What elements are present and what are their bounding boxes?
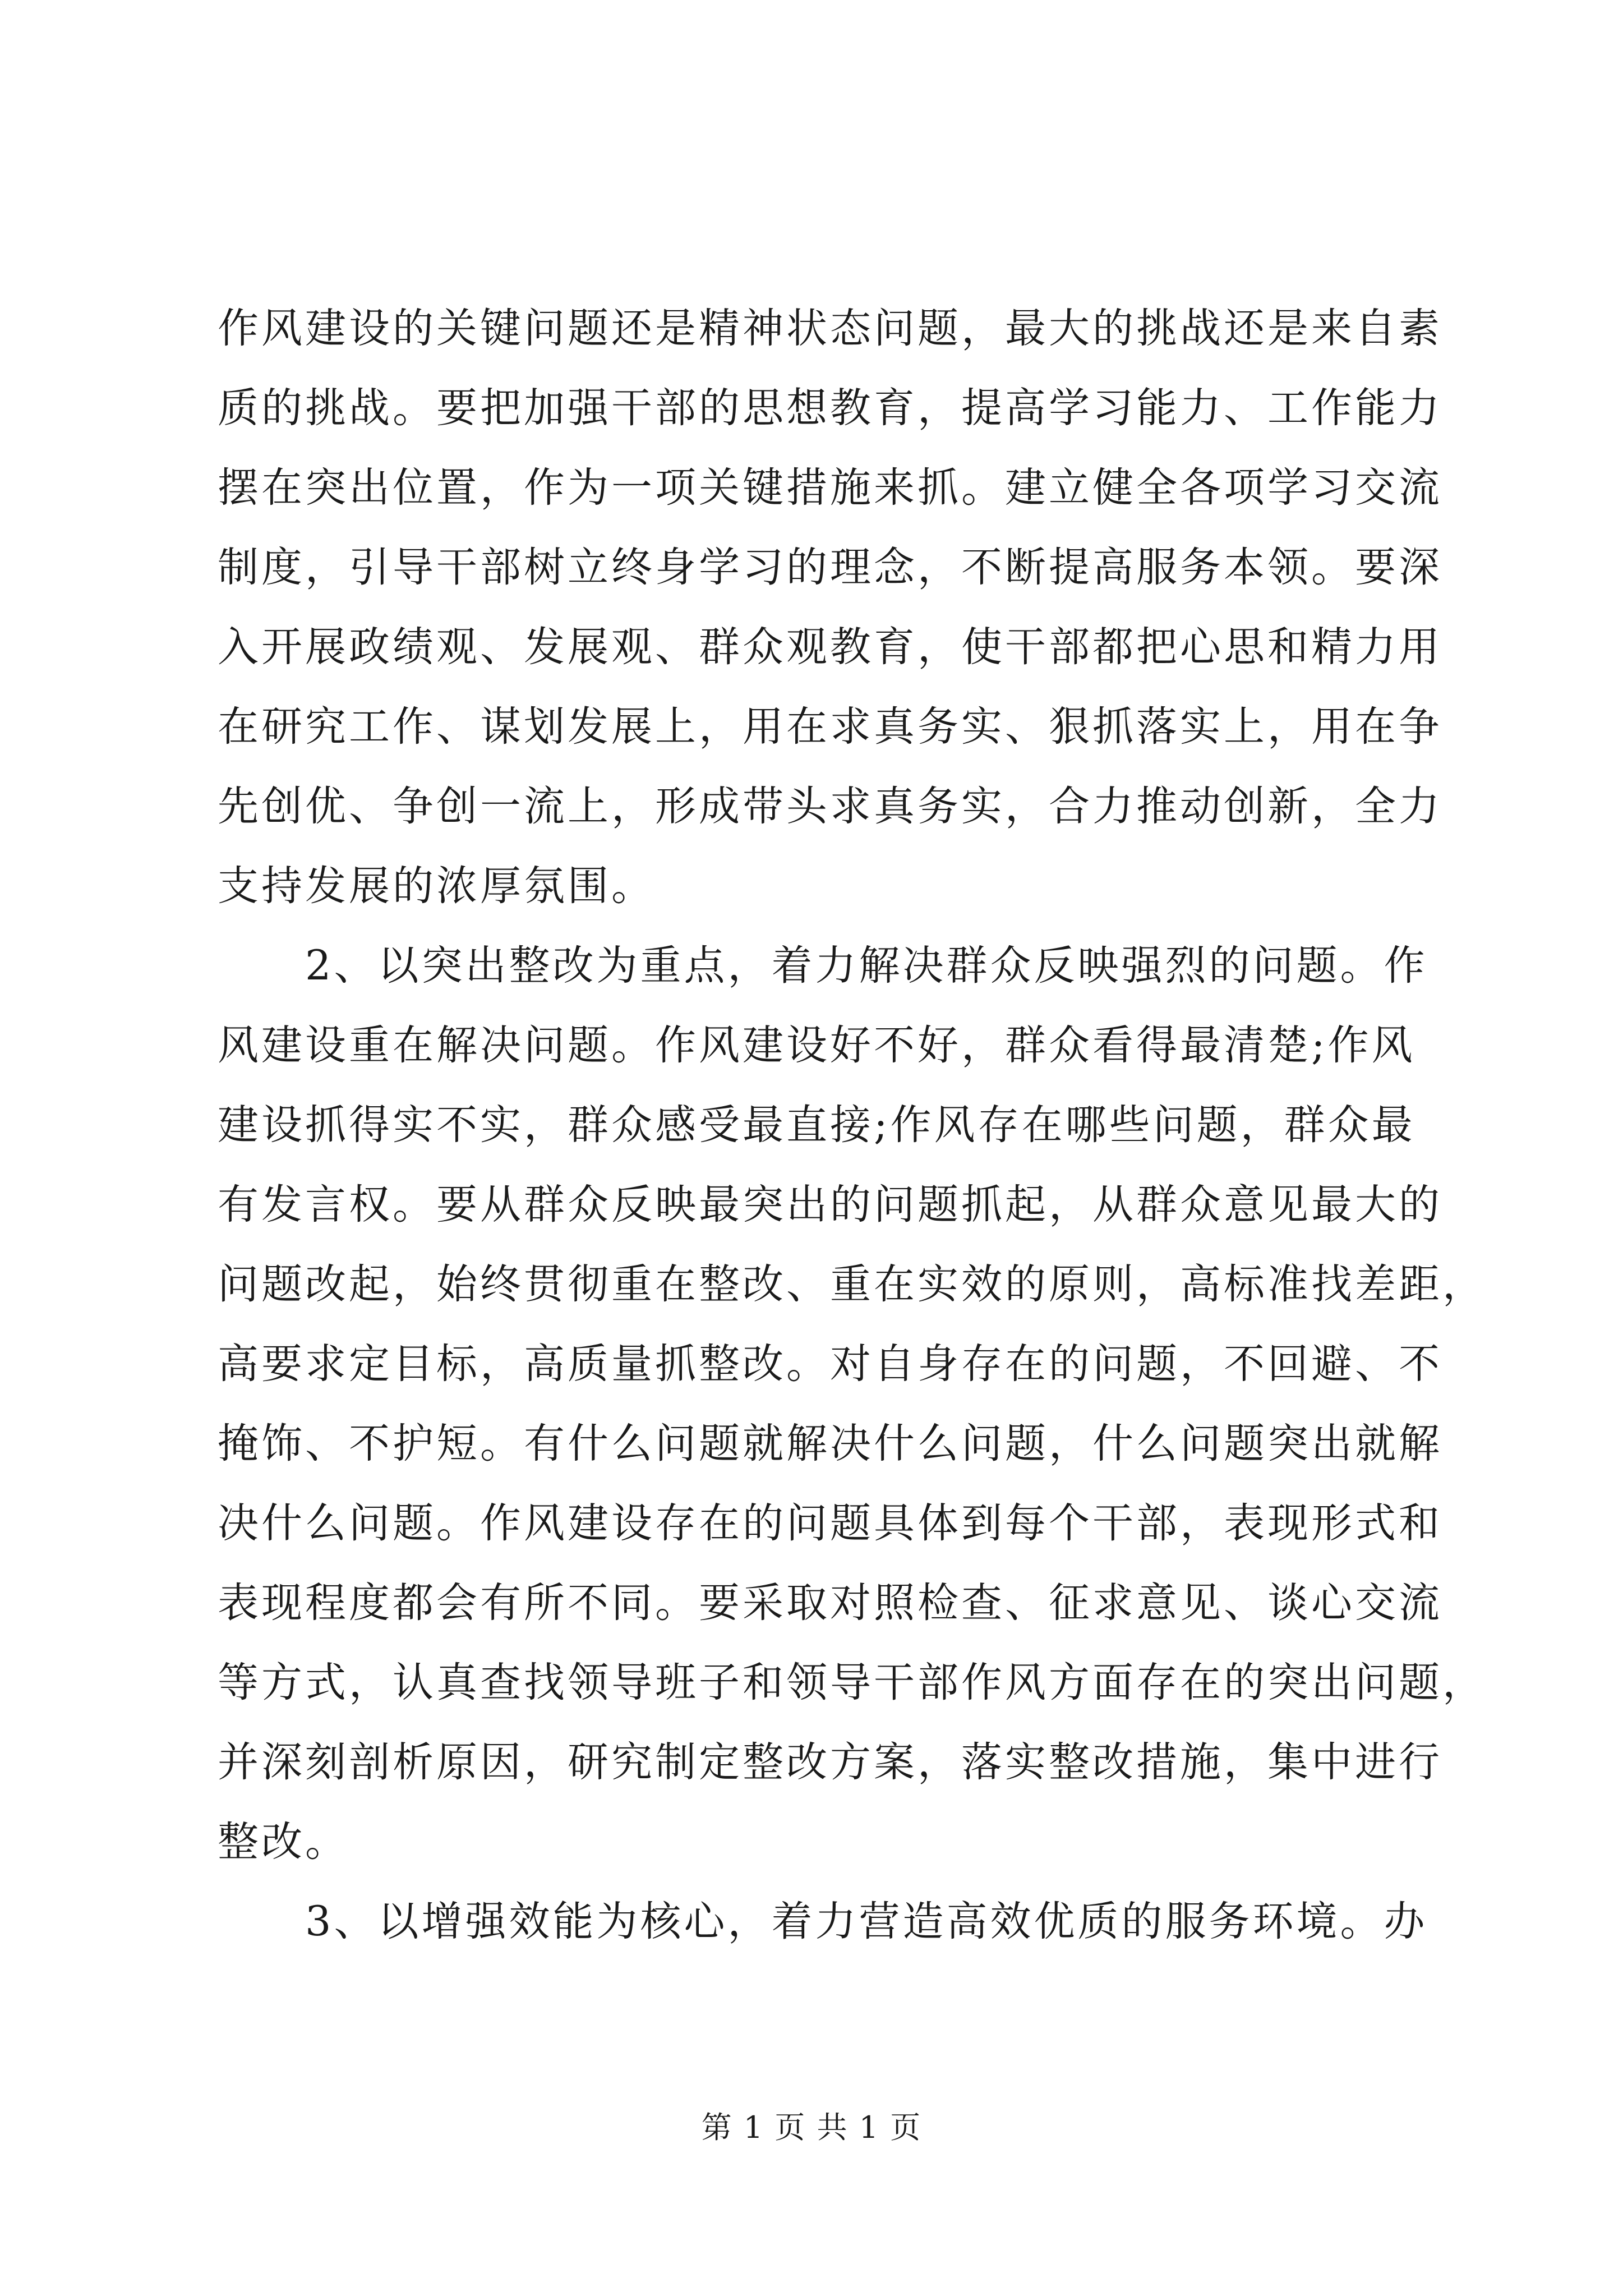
text-line: 先创优、争创一流上，形成带头求真务实，合力推动创新，全力 — [218, 783, 1442, 830]
text-line: 摆在突出位置，作为一项关键措施来抓。建立健全各项学习交流 — [218, 464, 1442, 512]
text-line: 并深刻剖析原因，研究制定整改方案，落实整改措施，集中进行 — [218, 1738, 1442, 1786]
text-line: 支持发展的浓厚氛围。 — [218, 862, 655, 910]
text-line: 掩饰、不护短。有什么问题就解决什么问题，什么问题突出就解 — [218, 1420, 1442, 1467]
document-body — [218, 289, 1486, 1962]
text-line: 入开展政绩观、发展观、群众观教育，使干部都把心思和精力用 — [218, 623, 1442, 671]
text-line: 制度，引导干部树立终身学习的理念，不断提高服务本领。要深 — [218, 544, 1442, 591]
text-line: 问题改起，始终贯彻重在整改、重在实效的原则，高标准找差距， — [218, 1260, 1486, 1308]
text-line: 高要求定目标，高质量抓整改。对自身存在的问题，不回避、不 — [218, 1340, 1442, 1388]
text-line: 在研究工作、谋划发展上，用在求真务实、狠抓落实上，用在争 — [218, 703, 1442, 751]
text-line: 质的挑战。要把加强干部的思想教育，提高学习能力、工作能力 — [218, 384, 1442, 432]
text-line: 建设抓得实不实，群众感受最直接;作风存在哪些问题，群众最 — [218, 1101, 1415, 1149]
paragraph-start-line: 3、以增强效能为核心，着力营造高效优质的服务环境。办 — [218, 1898, 1428, 1945]
paragraph-start-line: 2、以突出整改为重点，着力解决群众反映强烈的问题。作 — [218, 942, 1428, 990]
text-line: 有发言权。要从群众反映最突出的问题抓起，从群众意见最大的 — [218, 1181, 1442, 1228]
text-line: 整改。 — [218, 1818, 349, 1866]
text-line: 等方式，认真查找领导班子和领导干部作风方面存在的突出问题， — [218, 1659, 1486, 1706]
text-line: 决什么问题。作风建设存在的问题具体到每个干部，表现形式和 — [218, 1499, 1442, 1547]
text-line: 表现程度都会有所不同。要采取对照检查、征求意见、谈心交流 — [218, 1579, 1442, 1627]
text-line: 风建设重在解决问题。作风建设好不好，群众看得最清楚;作风 — [218, 1022, 1415, 1069]
text-line: 作风建设的关键问题还是精神状态问题，最大的挑战还是来自素 — [218, 305, 1442, 352]
page-number-footer: 第 1 页 共 1 页 — [701, 2110, 922, 2145]
